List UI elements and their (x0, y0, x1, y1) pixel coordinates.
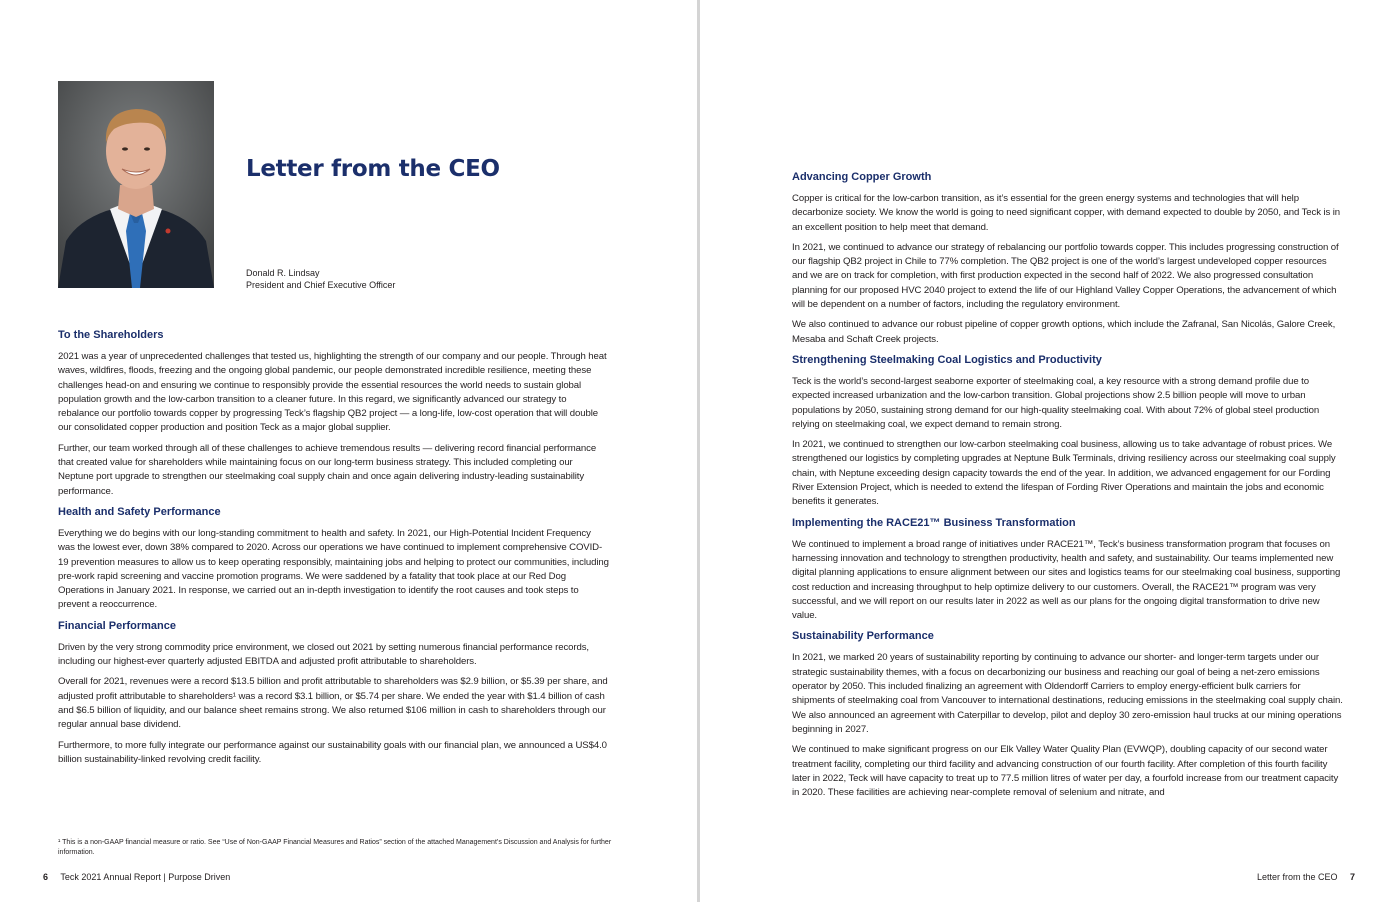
page-number: 6 (43, 872, 49, 882)
paragraph: Furthermore, to more fully integrate our performance against our sustainability goals with our financial plan, we announced a US$4.0 billion sustainability-linked revolving credit facility. (58, 739, 607, 765)
section-health-and-safety (58, 505, 610, 613)
ceo-portrait-illustration (58, 81, 214, 288)
paragraph: Copper is critical for the low-carbon transition, as it’s essential for the green energy systems and technologies that will help decarbonize society. We know the world is going to need significant copper, with demand expected to double by 2050, and Teck is in an excellent position to help meet that demand. (792, 193, 1341, 233)
signatory-role: President and Chief Executive Officer (246, 280, 396, 290)
section-heading: Health and Safety Performance (58, 505, 221, 518)
right-column (792, 170, 1344, 806)
paragraph: We continued to implement a broad range of initiatives under RACE21™, Teck’s business transformation program that focuses on harnessing innovation and technology to strengthen productivity, health and safety, and sustainability. Our teams implemented new digital planning applications to ensure alignment between our sites and logistics teams for our steelmaking coal business, supporting cost reduction and increasing throughput to help optimize delivery to our customers. Overall, the RACE21™ program was very successful, and we will report on our results later in 2022 as well as our plans for the ongoing digital transformation to drive new value. (792, 538, 1341, 622)
section-heading: Advancing Copper Growth (792, 171, 932, 183)
paragraph: Everything we do begins with our long-standing commitment to health and safety. In 2021, our High-Potential Incident Frequency was the lowest ever, down 38% compared to 2020. Across our operations we have continued to implement comprehensive COVID-19 prevention measures to allow us to keep operating responsibly, maintaining jobs and helping to protect our communities, including pre-work rapid screening and vaccine promotion programs. We were saddened by a fatality that took place at our Red Dog Operations in January 2021. In response, we carried out an in-depth investigation to identify the root causes and took steps to prevent a reoccurrence. (58, 527, 609, 611)
page-footer-left (43, 872, 230, 882)
section-steelmaking-coal (792, 353, 1344, 510)
section-to-the-shareholders (58, 328, 610, 499)
paragraph: 2021 was a year of unprecedented challenges that tested us, highlighting the strength of our company and our people. Through heat waves, wildfires, floods, freezing and the ongoing global pandemic, our people demonstrated incredible resilience, meeting these challenges head-on and ensuring we continue to responsibly provide the essential resources the world needs to sustain global population growth and the low-carbon transition to a cleaner future. In this regard, we significantly advanced our strategy to rebalance our portfolio towards copper by progressing Teck’s flagship QB2 project — a long-life, low-cost operation that will double our consolidated copper production and position Teck as a major global supplier. (58, 351, 607, 434)
paragraph: Driven by the very strong commodity price environment, we closed out 2021 by setting numerous financial performance records, including our highest-ever quarterly adjusted EBITDA and adjusted profit attributable to shareholders. (58, 641, 589, 668)
footnote: ¹ This is a non-GAAP financial measure or ratio. See “Use of Non-GAAP Financial Measures and Ratios” section of the attached Management’s Discussion and Analysis for further information. (58, 839, 612, 856)
footer-text: Letter from the CEO (1256, 872, 1338, 882)
paragraph: Teck is the world’s second-largest seaborne exporter of steelmaking coal, a key resource with a strong demand profile due to expected increased urbanization and the low-carbon transition. Global projections show 2.5 billion people will move to urban populations by 2050, sustaining strong demand for our high-quality steelmaking coal. With about 72% of global steel production relying on steelmaking coal, we expect demand to remain strong. (792, 375, 1320, 430)
ceo-portrait (58, 81, 214, 288)
section-sustainability-performance (792, 629, 1344, 800)
signature-block (246, 267, 395, 291)
paragraph: In 2021, we marked 20 years of sustainability reporting by continuing to advance our shorter- and longer-term targets under our strategic sustainability themes, with a focus on decarbonizing our business and reaching our goal of being a net-zero emissions operator by 2050. This included finalizing an agreement with Oldendorff Carriers to employ energy-efficient bulk carriers for shipments of steelmaking coal from Vancouver to international destinations, reducing emissions in the steelmaking coal supply chain. We also announced an agreement with Caterpillar to develop, pilot and deploy 30 zero-emission haul trucks at our mining operations beginning in 2027. (792, 652, 1343, 735)
signatory-name: Donald R. Lindsay (246, 268, 320, 278)
paragraph: In 2021, we continued to advance our strategy of rebalancing our portfolio towards copper. This includes progressing construction of our flagship QB2 project in Chile to 77% completion. The QB2 project is one of the world’s largest undeveloped copper resources and we are on track for completion, with first production expected in the second half of 2022. We also progressed consultation planning for our proposed HVC 2040 project to extend the life of our Highland Valley Copper Operations, the advancement of which will be dependent on a number of factors, including the regulatory environment. (792, 241, 1339, 311)
footer-text: Teck 2021 Annual Report | Purpose Driven (60, 872, 231, 882)
section-financial-performance (58, 619, 610, 767)
paragraph: Overall for 2021, revenues were a record $13.5 billion and profit attributable to shareholders was $2.9 billion, or $5.39 per share, and adjusted profit attributable to shareholders¹ was a record $3.1 billion, or $5.74 per share. We ended the year with $1.4 billion of cash and $6.5 billion of liquidity, and our balance sheet remains strong. We also returned $106 million in cash to shareholders through our regular annual base dividend. (58, 676, 608, 731)
paragraph: Further, our team worked through all of these challenges to achieve tremendous results — delivering record financial performance that created value for shareholders while maintaining focus on our long-term business strategy. This included completing our Neptune port upgrade to strengthen our steelmaking coal supply chain and once again delivering industry-leading sustainability performance. (58, 442, 597, 497)
right-page (700, 0, 1395, 902)
page-number: 7 (1349, 872, 1355, 882)
section-heading: Strengthening Steelmaking Coal Logistics and Productivity (792, 353, 1102, 366)
left-column (58, 328, 610, 773)
paragraph: We continued to make significant progress on our Elk Valley Water Quality Plan (EVWQP), doubling capacity of our second water treatment facility, completing our third facility and advancing construction of our fourth facility. After completion of this fourth facility later in 2022, Teck will have capacity to treat up to 77.5 million litres of water per day, a fourfold increase from our treatment capacity in 2020. These facilities are achieving near-complete removal of selenium and nitrate, and (792, 744, 1339, 799)
paragraph: In 2021, we continued to strengthen our low-carbon steelmaking coal business, allowing us to take advantage of robust prices. We strengthened our logistics by completing upgrades at Neptune Bulk Terminals, driving resiliency across our steelmaking coal supply chain, with Neptune exceeding design capacity towards the end of the year. In addition, we advanced engagement for our Fording River Extension Project, which is needed to extend the lifespan of Fording River Operations and maintain the jobs and economic benefits it generates. (792, 439, 1336, 508)
page-footer-right (1257, 872, 1355, 882)
section-heading: Implementing the RACE21™ Business Transformation (792, 516, 1076, 529)
section-heading: Sustainability Performance (792, 630, 934, 643)
section-heading: To the Shareholders (58, 329, 164, 341)
page-title: Letter from the CEO (246, 156, 500, 182)
paragraph: We also continued to advance our robust pipeline of copper growth options, which include the Zafranal, San Nicolás, Galore Creek, Mesaba and Schaft Creek projects. (792, 319, 1336, 345)
section-race21 (792, 516, 1344, 624)
section-heading: Financial Performance (58, 619, 176, 632)
section-advancing-copper-growth (792, 170, 1344, 347)
